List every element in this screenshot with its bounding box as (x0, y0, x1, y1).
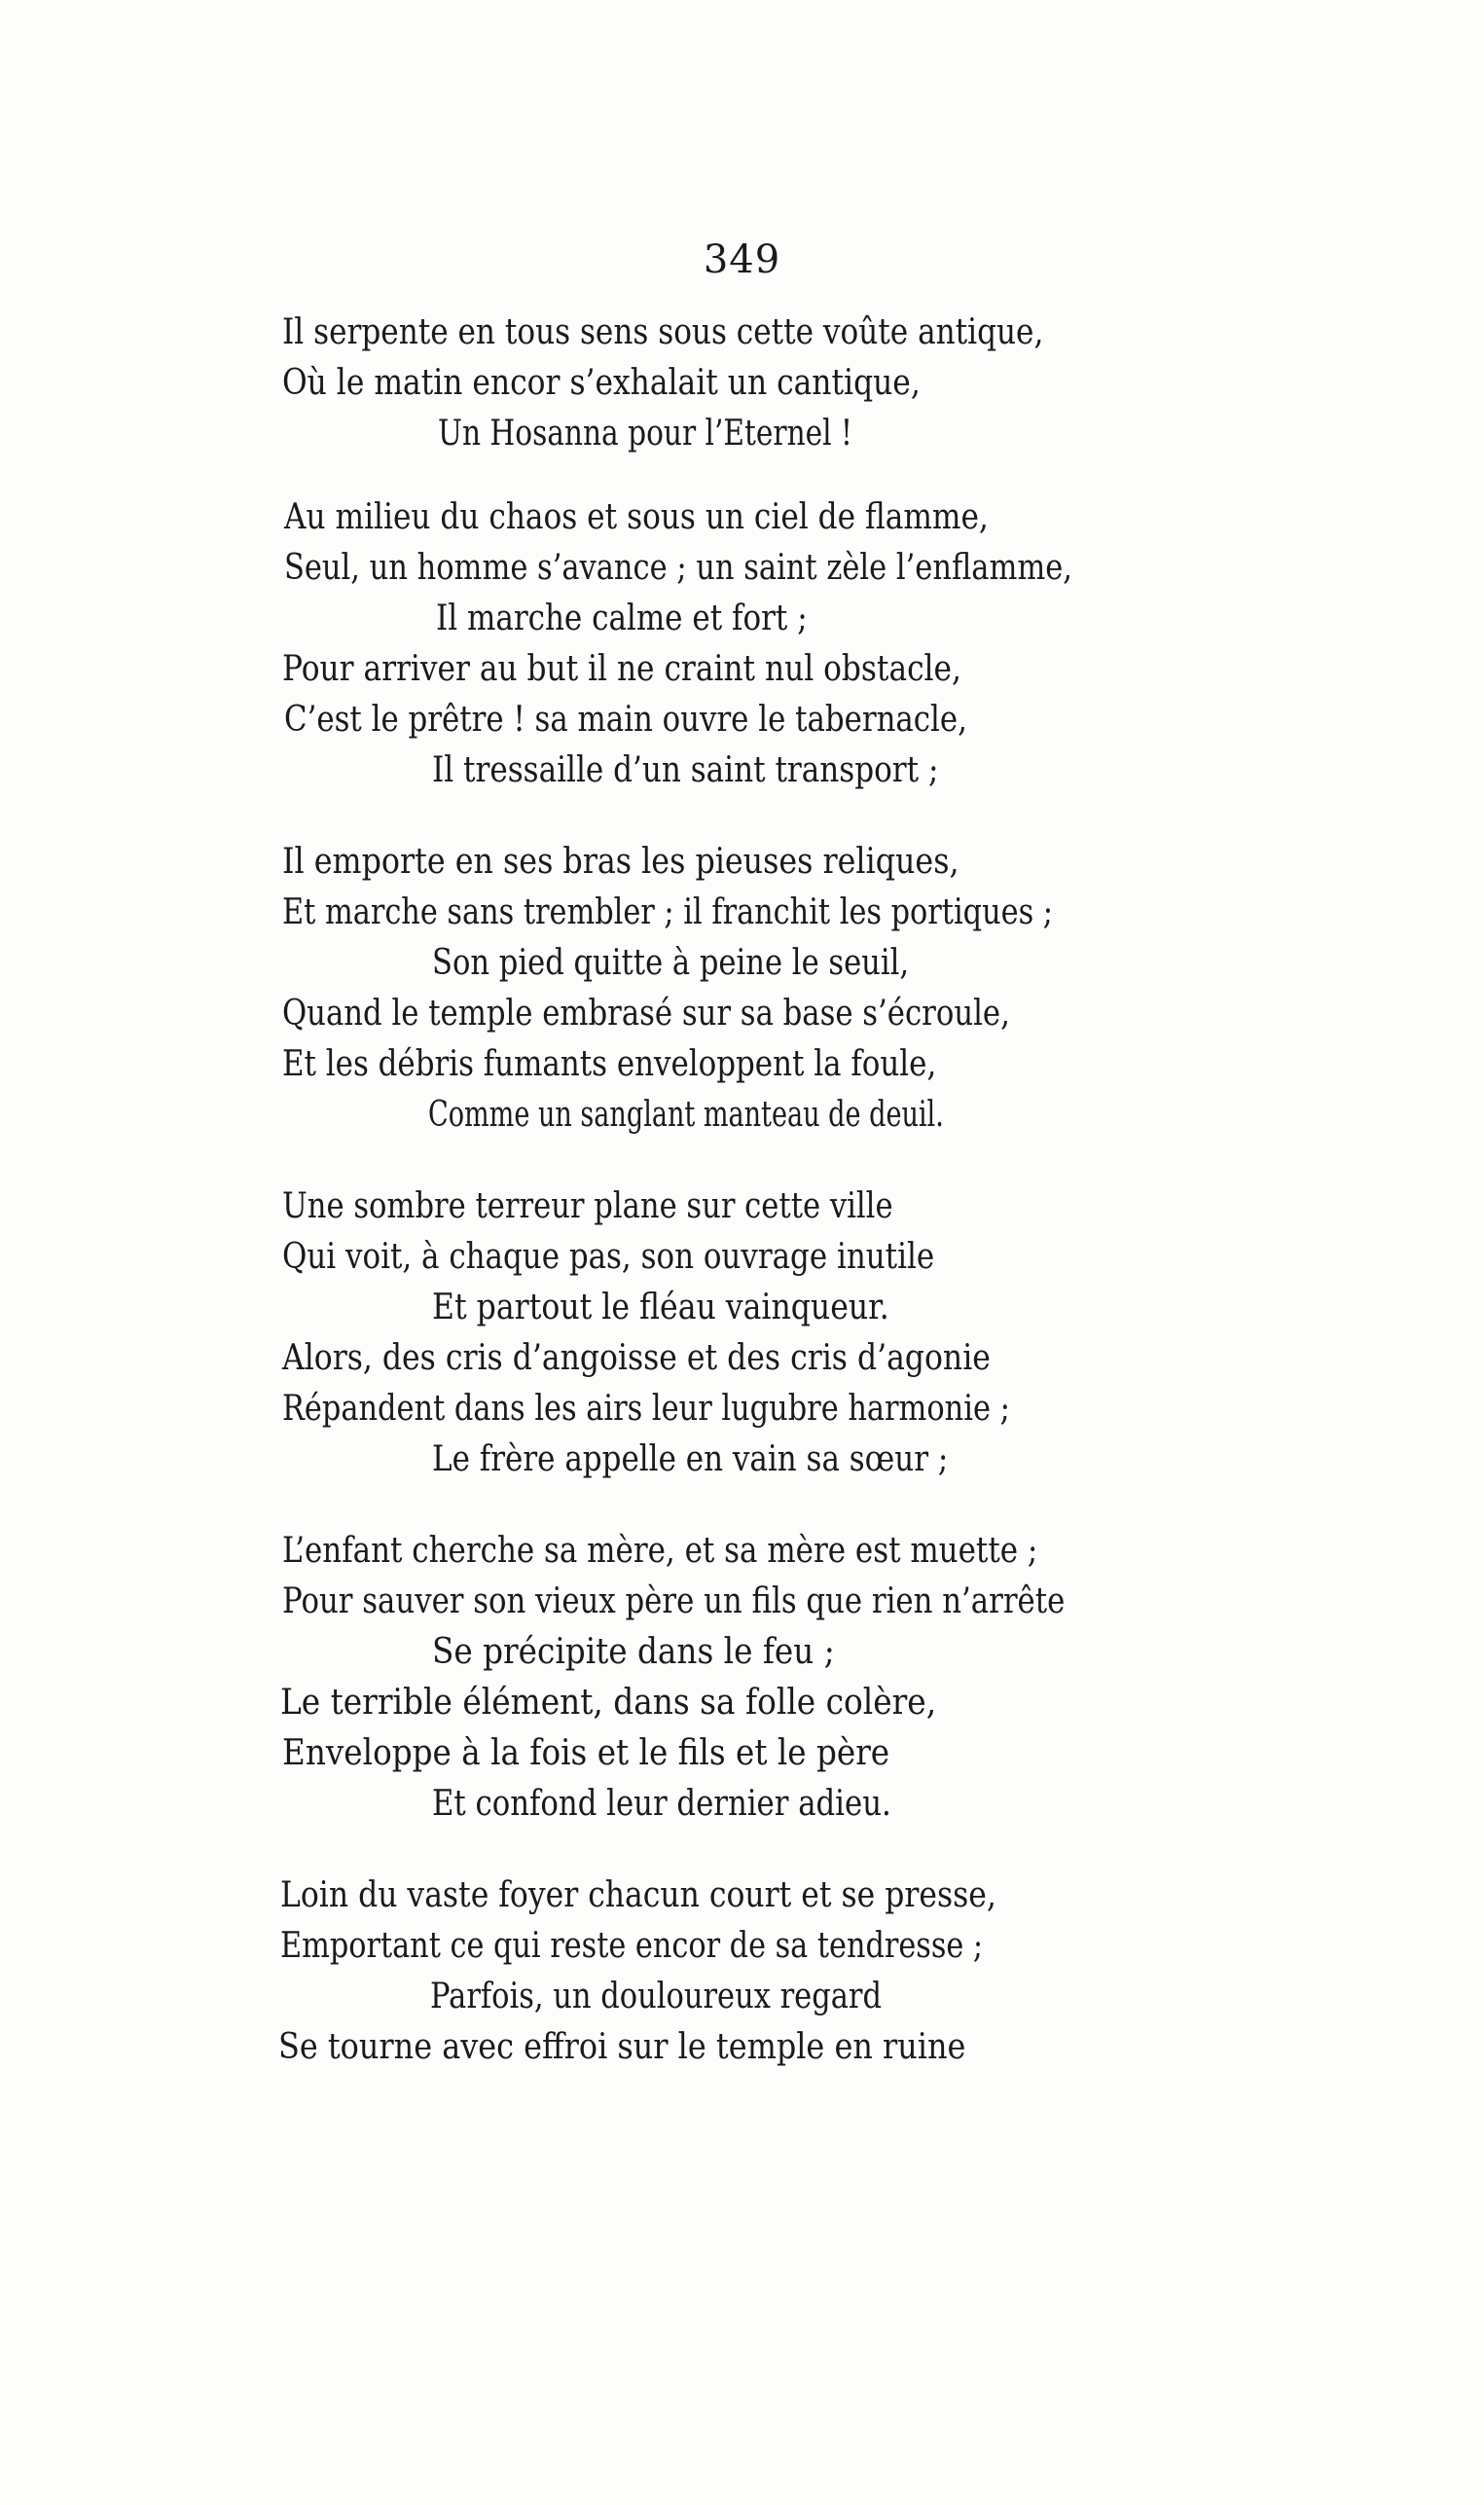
verse-line: Se tourne avec effroi sur le temple en ruine (278, 2027, 966, 2067)
verse-line: Une sombre terreur plane sur cette ville (282, 1186, 893, 1226)
verse-line: Il emporte en ses bras les pieuses reliques, (282, 842, 959, 882)
verse-line: L’enfant cherche sa mère, et sa mère est muette ; (282, 1531, 1038, 1571)
verse-line: Et confond leur dernier adieu. (432, 1784, 891, 1824)
verse-line: Un Hosanna pour l’Eternel ! (438, 414, 852, 454)
verse-line: Pour arriver au but il ne craint nul obstacle, (282, 649, 961, 689)
verse-line: Parfois, un douloureux regard (430, 1977, 882, 2016)
verse-line: Loin du vaste foyer chacun court et se presse, (280, 1875, 996, 1915)
verse-line: Au milieu du chaos et sous un ciel de flamme, (284, 497, 989, 537)
verse-line: Et les débris fumants enveloppent la foule, (282, 1044, 937, 1084)
verse-line: Le terrible élément, dans sa folle colère, (280, 1683, 937, 1723)
verse-line: Quand le temple embrasé sur sa base s’écroule, (282, 994, 1010, 1034)
page-number: 349 (703, 237, 781, 282)
verse-line: Répandent dans les airs leur lugubre harmonie ; (282, 1389, 1010, 1429)
verse-line: Alors, des cris d’angoisse et des cris d’agonie (282, 1338, 991, 1378)
verse-line: Se précipite dans le feu ; (432, 1632, 835, 1672)
verse-line: Le frère appelle en vain sa sœur ; (432, 1439, 949, 1479)
verse-line: Qui voit, à chaque pas, son ouvrage inutile (282, 1237, 935, 1277)
verse-line: Et marche sans trembler ; il franchit les portiques ; (282, 892, 1053, 932)
verse-line: Il serpente en tous sens sous cette voûte antique, (282, 312, 1044, 352)
verse-line: Et partout le fléau vainqueur. (432, 1288, 889, 1327)
verse-line: Seul, un homme s’avance ; un saint zèle l’enflamme, (284, 548, 1072, 588)
verse-line: Il tressaille d’un saint transport ; (432, 750, 939, 790)
verse-line: Emportant ce qui reste encor de sa tendresse ; (280, 1926, 984, 1966)
verse-line: Il marche calme et fort ; (436, 599, 808, 638)
verse-line: Enveloppe à la fois et le fils et le père (282, 1733, 890, 1773)
verse-line: C’est le prêtre ! sa main ouvre le tabernacle, (284, 700, 967, 740)
verse-line: Comme un sanglant manteau de deuil. (428, 1095, 944, 1135)
verse-line: Pour sauver son vieux père un fils que rien n’arrête (282, 1581, 1066, 1621)
verse-line: Son pied quitte à peine le seuil, (432, 943, 910, 983)
verse-line: Où le matin encor s’exhalait un cantique, (282, 363, 921, 403)
